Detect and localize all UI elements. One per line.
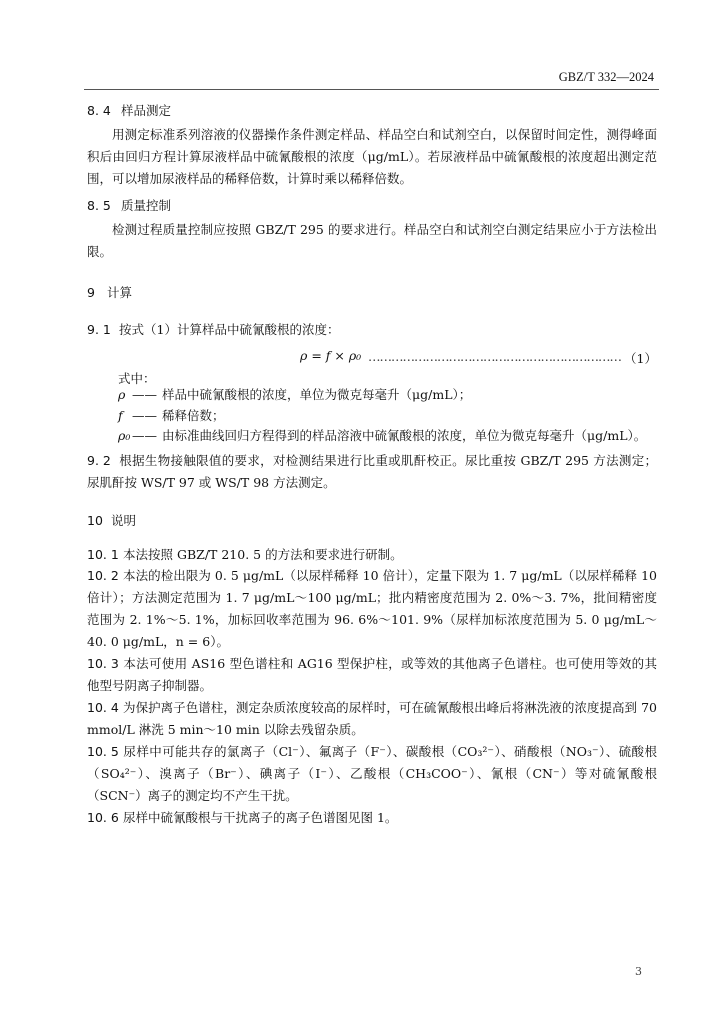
section-9-1-line <box>87 320 339 338</box>
where-label: 式中： <box>118 371 156 386</box>
variable-row <box>118 426 646 444</box>
section-10-heading <box>87 511 136 529</box>
section-number: 10 <box>87 513 103 528</box>
variable-description: 样品中硫氰酸根的浓度，单位为微克每毫升（μg/mL）； <box>162 387 472 402</box>
variable-dash: —— <box>132 408 157 423</box>
section-body: 尿样中可能共存的氯离子（Cl⁻）、氟离子（F⁻）、碳酸根（CO₃²⁻）、硝酸根（NO₃⁻）、硫酸根（SO₄²⁻）、溴离子（Br⁻）、碘离子（I⁻）、乙酸根（CH₃COO⁻）、氰根（CN⁻）等对硫氰酸根（SCN⁻）离子的测定均不产生干扰。 <box>87 744 657 803</box>
section-10-5 <box>87 741 657 807</box>
variable-symbol: ρ₀ <box>118 428 131 443</box>
section-number: 10. 2 <box>87 568 119 583</box>
section-number: 10. 6 <box>87 810 119 825</box>
variable-row <box>118 406 225 424</box>
variable-symbol: f <box>118 408 123 423</box>
section-number: 10. 3 <box>87 656 119 671</box>
section-body: 本法的检出限为 0. 5 μg/mL（以尿样稀释 10 倍计），定量下限为 1. 7 μg/mL（以尿样稀释 10 倍计）；方法测定范围为 1. 7 μg/mL～100 μg/mL；批内精密度范围为 2. 0%～3. 7%，批间精密度范围为 2. 1%～5. 1%，加标回收率范围为 96. 6%～101. 9%（尿样加标浓度范围为 5. 0 μg/mL～40. 0 μg/mL，n = 6）。 <box>87 568 657 649</box>
section-8-4-heading <box>87 101 171 119</box>
section-number: 10. 5 <box>87 744 119 759</box>
section-title: 样品测定 <box>121 103 172 118</box>
section-number: 10. 1 <box>87 547 119 562</box>
section-9-2 <box>87 450 657 494</box>
variable-dash: —— <box>132 428 157 443</box>
section-9-heading <box>87 283 132 301</box>
section-number: 9. 1 <box>87 322 111 337</box>
section-body: 本法可使用 AS16 型色谱柱和 AG16 型保护柱，或等效的其他离子色谱柱。也可使用等效的其他型号阴离子抑制器。 <box>87 656 657 693</box>
section-text: 按式（1）计算样品中硫氰酸根的浓度： <box>119 322 340 337</box>
standard-number: GBZ/T 332—2024 <box>558 70 654 84</box>
section-title: 计算 <box>107 285 133 300</box>
section-number: 9 <box>87 285 95 300</box>
section-title: 说明 <box>111 513 137 528</box>
section-10-3 <box>87 653 657 697</box>
section-title: 质量控制 <box>121 198 172 213</box>
equation-number: （1） <box>624 351 657 366</box>
section-10-4 <box>87 697 657 741</box>
section-10-6 <box>87 807 657 829</box>
section-8-5-body: 检测过程质量控制应按照 GBZ/T 295 的要求进行。样品空白和试剂空白测定结果应小于方法检出限。 <box>87 222 657 259</box>
variable-description: 稀释倍数； <box>162 408 225 423</box>
section-body: 本法按照 GBZ/T 210. 5 的方法和要求进行研制。 <box>123 547 403 562</box>
section-body: 根据生物接触限值的要求，对检测结果进行比重或肌酐校正。尿比重按 GBZ/T 295 方法测定；尿肌酐按 WS/T 97 或 WS/T 98 方法测定。 <box>87 453 657 490</box>
variable-symbol: ρ <box>118 387 126 402</box>
section-8-4-body: 用测定标准系列溶液的仪器操作条件测定样品、样品空白和试剂空白，以保留时间定性，测得峰面积后由回归方程计算尿液样品中硫氰酸根的浓度（μg/mL）。若尿液样品中硫氰酸根的浓度超出测定范围，可以增加尿液样品的稀释倍数，计算时乘以稀释倍数。 <box>87 127 657 186</box>
section-number: 8. 5 <box>87 198 111 213</box>
page-number: 3 <box>635 965 642 978</box>
section-number: 10. 4 <box>87 700 119 715</box>
section-number: 8. 4 <box>87 103 111 118</box>
equation-leader-dots: ………………………………………………………… <box>368 349 621 364</box>
section-body: 尿样中硫氰酸根与干扰离子的离子色谱图见图 1。 <box>123 810 398 825</box>
variable-row <box>118 385 471 403</box>
section-body: 为保护离子色谱柱，测定杂质浓度较高的尿样时，可在硫氰酸根出峰后将淋洗液的浓度提高到 70 mmol/L 淋洗 5 min～10 min 以除去残留杂质。 <box>87 700 657 737</box>
section-number: 9. 2 <box>87 453 111 468</box>
section-8-5-heading <box>87 196 171 214</box>
variable-dash: —— <box>132 387 157 402</box>
header-rule <box>84 89 659 90</box>
section-10-2 <box>87 565 657 653</box>
section-10-1 <box>87 544 657 566</box>
equation: ρ = f × ρ₀ <box>300 348 362 363</box>
variable-description: 由标准曲线回归方程得到的样品溶液中硫氰酸根的浓度，单位为微克每毫升（μg/mL）。 <box>162 428 647 443</box>
